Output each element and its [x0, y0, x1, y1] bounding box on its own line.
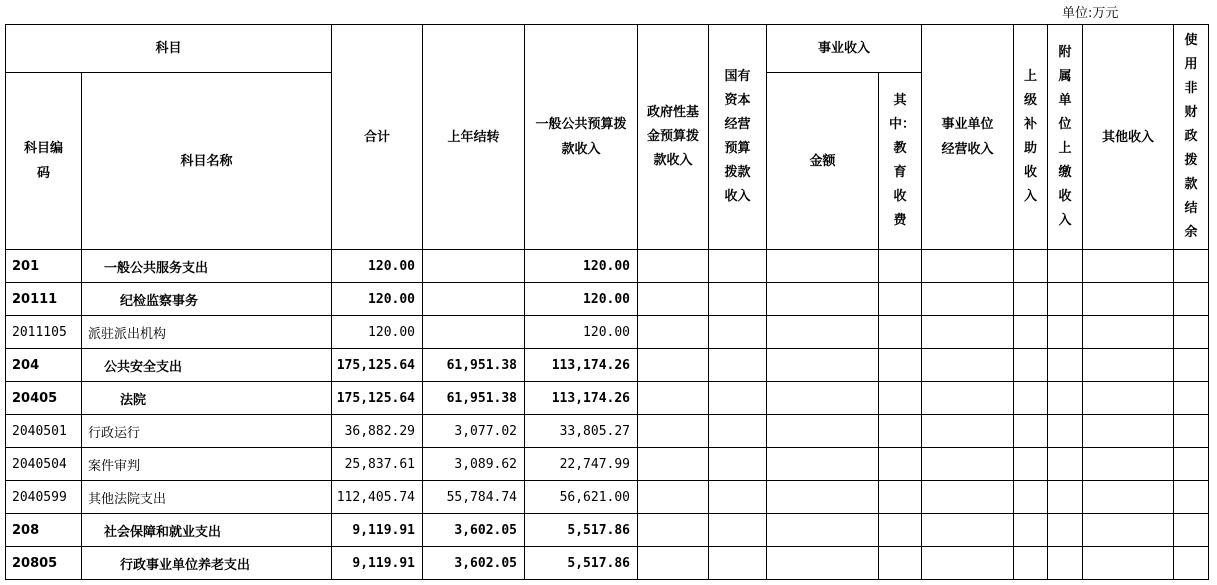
row-carryover: 61,951.38 — [423, 382, 525, 415]
empty-cell — [879, 514, 922, 547]
empty-cell — [709, 349, 767, 382]
row-name: 派驻派出机构 — [82, 316, 332, 349]
empty-cell — [1048, 481, 1083, 514]
empty-cell — [1014, 283, 1048, 316]
row-carryover: 55,784.74 — [423, 481, 525, 514]
row-general-income: 33,805.27 — [525, 415, 638, 448]
row-code: 204 — [6, 349, 82, 382]
header-of-which-edu-fees: 其中：教育收费 — [879, 73, 922, 250]
empty-cell — [1048, 448, 1083, 481]
header-superior-subsidy-income: 上级补助收入 — [1014, 25, 1048, 250]
empty-cell — [638, 349, 709, 382]
row-total: 175,125.64 — [332, 349, 423, 382]
empty-cell — [767, 349, 879, 382]
empty-cell — [879, 316, 922, 349]
empty-cell — [638, 283, 709, 316]
empty-cell — [638, 415, 709, 448]
empty-cell — [1083, 448, 1174, 481]
row-name: 行政运行 — [82, 415, 332, 448]
header-non-fiscal-balance: 使用非财政拨款结余 — [1174, 25, 1209, 250]
row-total: 120.00 — [332, 283, 423, 316]
row-total: 9,119.91 — [332, 514, 423, 547]
table-row — [6, 349, 1209, 382]
empty-cell — [1174, 283, 1209, 316]
table-row — [6, 316, 1209, 349]
empty-cell — [922, 514, 1014, 547]
empty-cell — [767, 250, 879, 283]
header-subject-name: 科目名称 — [82, 73, 332, 250]
row-name: 社会保障和就业支出 — [82, 514, 332, 547]
empty-cell — [1174, 415, 1209, 448]
row-total: 9,119.91 — [332, 547, 423, 580]
empty-cell — [1083, 514, 1174, 547]
row-general-income: 5,517.86 — [525, 514, 638, 547]
row-name: 纪检监察事务 — [82, 283, 332, 316]
table-row — [6, 514, 1209, 547]
empty-cell — [922, 382, 1014, 415]
row-code: 2040599 — [6, 481, 82, 514]
table-row — [6, 415, 1209, 448]
empty-cell — [879, 547, 922, 580]
empty-cell — [638, 250, 709, 283]
empty-cell — [879, 415, 922, 448]
row-carryover: 3,077.02 — [423, 415, 525, 448]
table-row — [6, 250, 1209, 283]
row-name: 法院 — [82, 382, 332, 415]
row-code: 2011105 — [6, 316, 82, 349]
empty-cell — [1083, 415, 1174, 448]
row-general-income: 113,174.26 — [525, 382, 638, 415]
header-business-unit-operating-income: 事业单位经营收入 — [922, 25, 1014, 250]
empty-cell — [638, 448, 709, 481]
empty-cell — [1174, 481, 1209, 514]
empty-cell — [638, 316, 709, 349]
empty-cell — [767, 283, 879, 316]
empty-cell — [709, 316, 767, 349]
row-code: 20805 — [6, 547, 82, 580]
row-carryover: 61,951.38 — [423, 349, 525, 382]
empty-cell — [879, 382, 922, 415]
empty-cell — [638, 481, 709, 514]
empty-cell — [709, 547, 767, 580]
empty-cell — [1014, 448, 1048, 481]
empty-cell — [1048, 547, 1083, 580]
header-state-capital-income: 国有资本经营预算拨款收入 — [709, 25, 767, 250]
row-code: 208 — [6, 514, 82, 547]
empty-cell — [1048, 415, 1083, 448]
empty-cell — [709, 283, 767, 316]
header-total: 合计 — [332, 25, 423, 250]
table-row — [6, 448, 1209, 481]
row-carryover: 3,602.05 — [423, 547, 525, 580]
empty-cell — [879, 283, 922, 316]
empty-cell — [709, 415, 767, 448]
empty-cell — [1048, 514, 1083, 547]
empty-cell — [709, 382, 767, 415]
row-general-income: 22,747.99 — [525, 448, 638, 481]
empty-cell — [922, 415, 1014, 448]
empty-cell — [922, 283, 1014, 316]
row-total: 25,837.61 — [332, 448, 423, 481]
table-row — [6, 547, 1209, 580]
empty-cell — [638, 382, 709, 415]
row-carryover — [423, 250, 525, 283]
budget-income-table — [5, 24, 1209, 580]
row-total: 112,405.74 — [332, 481, 423, 514]
header-subject: 科目 — [6, 25, 332, 73]
row-carryover: 3,089.62 — [423, 448, 525, 481]
row-code: 2040501 — [6, 415, 82, 448]
empty-cell — [1083, 250, 1174, 283]
empty-cell — [767, 547, 879, 580]
empty-cell — [638, 514, 709, 547]
empty-cell — [1083, 283, 1174, 316]
empty-cell — [1014, 547, 1048, 580]
empty-cell — [638, 547, 709, 580]
row-total: 120.00 — [332, 316, 423, 349]
header-gov-fund-income: 政府性基金预算拨款收入 — [638, 25, 709, 250]
empty-cell — [1083, 547, 1174, 580]
empty-cell — [922, 316, 1014, 349]
empty-cell — [709, 481, 767, 514]
empty-cell — [1174, 316, 1209, 349]
header-general-budget-income: 一般公共预算拨款收入 — [525, 25, 638, 250]
empty-cell — [879, 349, 922, 382]
empty-cell — [1048, 316, 1083, 349]
empty-cell — [1014, 316, 1048, 349]
empty-cell — [1083, 481, 1174, 514]
row-name: 一般公共服务支出 — [82, 250, 332, 283]
empty-cell — [1174, 250, 1209, 283]
header-subordinate-remit-income: 附属单位上缴收入 — [1048, 25, 1083, 250]
empty-cell — [922, 481, 1014, 514]
row-carryover — [423, 316, 525, 349]
row-name: 其他法院支出 — [82, 481, 332, 514]
empty-cell — [767, 415, 879, 448]
empty-cell — [879, 250, 922, 283]
row-total: 120.00 — [332, 250, 423, 283]
empty-cell — [922, 250, 1014, 283]
table-row — [6, 283, 1209, 316]
row-carryover — [423, 283, 525, 316]
empty-cell — [1048, 250, 1083, 283]
row-code: 2040504 — [6, 448, 82, 481]
row-general-income: 120.00 — [525, 316, 638, 349]
empty-cell — [922, 349, 1014, 382]
empty-cell — [1174, 514, 1209, 547]
empty-cell — [1174, 382, 1209, 415]
empty-cell — [922, 547, 1014, 580]
row-carryover: 3,602.05 — [423, 514, 525, 547]
empty-cell — [1083, 382, 1174, 415]
empty-cell — [1014, 415, 1048, 448]
empty-cell — [1174, 547, 1209, 580]
row-general-income: 56,621.00 — [525, 481, 638, 514]
empty-cell — [1048, 283, 1083, 316]
row-total: 175,125.64 — [332, 382, 423, 415]
row-name: 案件审判 — [82, 448, 332, 481]
empty-cell — [767, 316, 879, 349]
empty-cell — [709, 448, 767, 481]
header-business-income: 事业收入 — [767, 25, 922, 73]
table-row — [6, 481, 1209, 514]
header-subject-code: 科目编码 — [6, 73, 82, 250]
empty-cell — [1014, 481, 1048, 514]
empty-cell — [1083, 349, 1174, 382]
empty-cell — [1174, 448, 1209, 481]
empty-cell — [767, 514, 879, 547]
empty-cell — [922, 448, 1014, 481]
row-code: 20111 — [6, 283, 82, 316]
empty-cell — [1174, 349, 1209, 382]
empty-cell — [1014, 382, 1048, 415]
empty-cell — [1014, 349, 1048, 382]
row-name: 公共安全支出 — [82, 349, 332, 382]
empty-cell — [767, 448, 879, 481]
unit-label: 单位:万元 — [1062, 6, 1119, 21]
empty-cell — [1048, 382, 1083, 415]
empty-cell — [879, 481, 922, 514]
empty-cell — [709, 514, 767, 547]
empty-cell — [879, 448, 922, 481]
row-code: 20405 — [6, 382, 82, 415]
table-row — [6, 382, 1209, 415]
header-other-income: 其他收入 — [1083, 25, 1174, 250]
empty-cell — [767, 382, 879, 415]
row-general-income: 5,517.86 — [525, 547, 638, 580]
header-amount: 金额 — [767, 73, 879, 250]
row-total: 36,882.29 — [332, 415, 423, 448]
header-prior-year-carryover: 上年结转 — [423, 25, 525, 250]
empty-cell — [1014, 514, 1048, 547]
row-name: 行政事业单位养老支出 — [82, 547, 332, 580]
empty-cell — [1083, 316, 1174, 349]
row-general-income: 113,174.26 — [525, 349, 638, 382]
row-code: 201 — [6, 250, 82, 283]
empty-cell — [767, 481, 879, 514]
empty-cell — [1048, 349, 1083, 382]
empty-cell — [709, 250, 767, 283]
row-general-income: 120.00 — [525, 250, 638, 283]
row-general-income: 120.00 — [525, 283, 638, 316]
empty-cell — [1014, 250, 1048, 283]
